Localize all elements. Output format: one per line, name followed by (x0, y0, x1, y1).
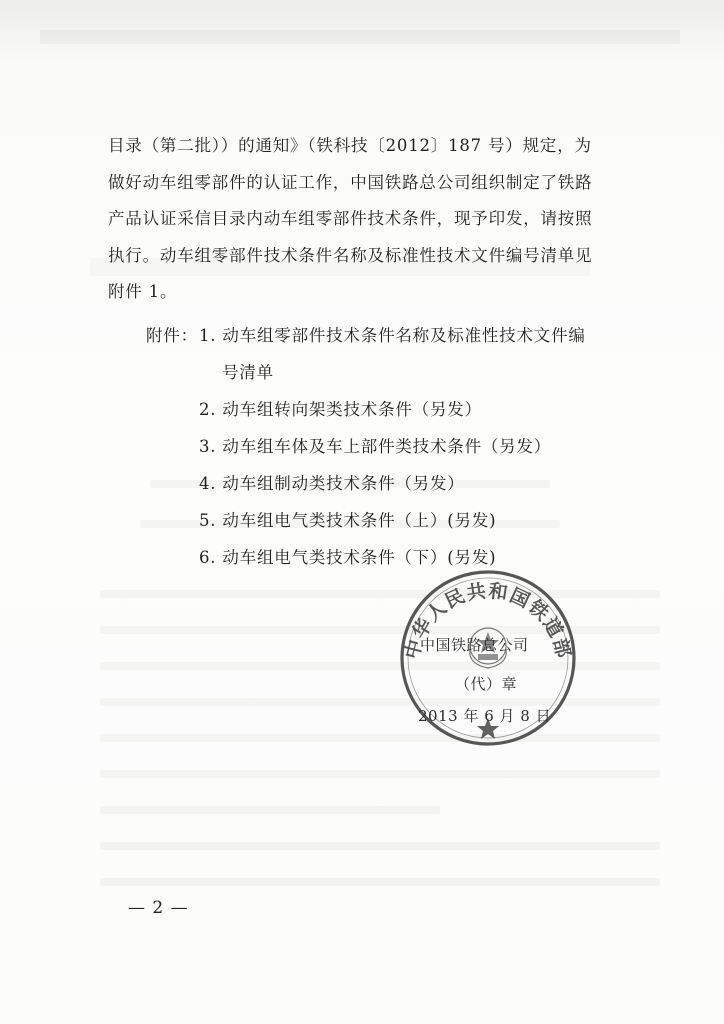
signing-tag: （代）章 (455, 675, 518, 693)
body-line-5: 附件 1。 (108, 282, 178, 301)
seal-ring-text: 中华人民共和国铁道部 (401, 579, 575, 662)
attachment-item-2: 2. 动车组转向架类技术条件（另发） (199, 400, 482, 419)
body-line-2: 做好动车组零部件的认证工作，中国铁路总公司组织制定了铁路 (108, 172, 593, 192)
body-paragraph (108, 128, 628, 311)
body-line-4: 执行。动车组零部件技术条件名称及标准性技术文件编号清单见 (108, 245, 593, 265)
body-line-1: 目录（第二批））的通知》（铁科技〔2012〕187 号）规定，为 (108, 136, 592, 155)
signing-organization: 中国铁路总公司 (420, 636, 529, 654)
attachment-item-1-continued: 号清单 (222, 363, 274, 382)
attachment-item-1: 1. 动车组零部件技术条件名称及标准性技术文件编 (199, 326, 586, 345)
signing-date: 2013 年 6 月 8 日 (418, 707, 552, 725)
attachment-item-3: 3. 动车组车体及车上部件类技术条件（另发） (199, 437, 552, 456)
scan-shadow-band (0, 0, 724, 70)
page-number: — 2 — (128, 898, 189, 918)
attachment-item-4: 4. 动车组制动类技术条件（另发） (199, 474, 465, 493)
body-line-3: 产品认证采信目录内动车组零部件技术条件，现予印发，请按照 (108, 209, 593, 228)
attachments-label: 附件： (146, 326, 198, 345)
attachment-item-6: 6. 动车组电气类技术条件（下）(另发) (199, 548, 497, 567)
attachment-item-5: 5. 动车组电气类技术条件（上）(另发) (199, 511, 497, 530)
